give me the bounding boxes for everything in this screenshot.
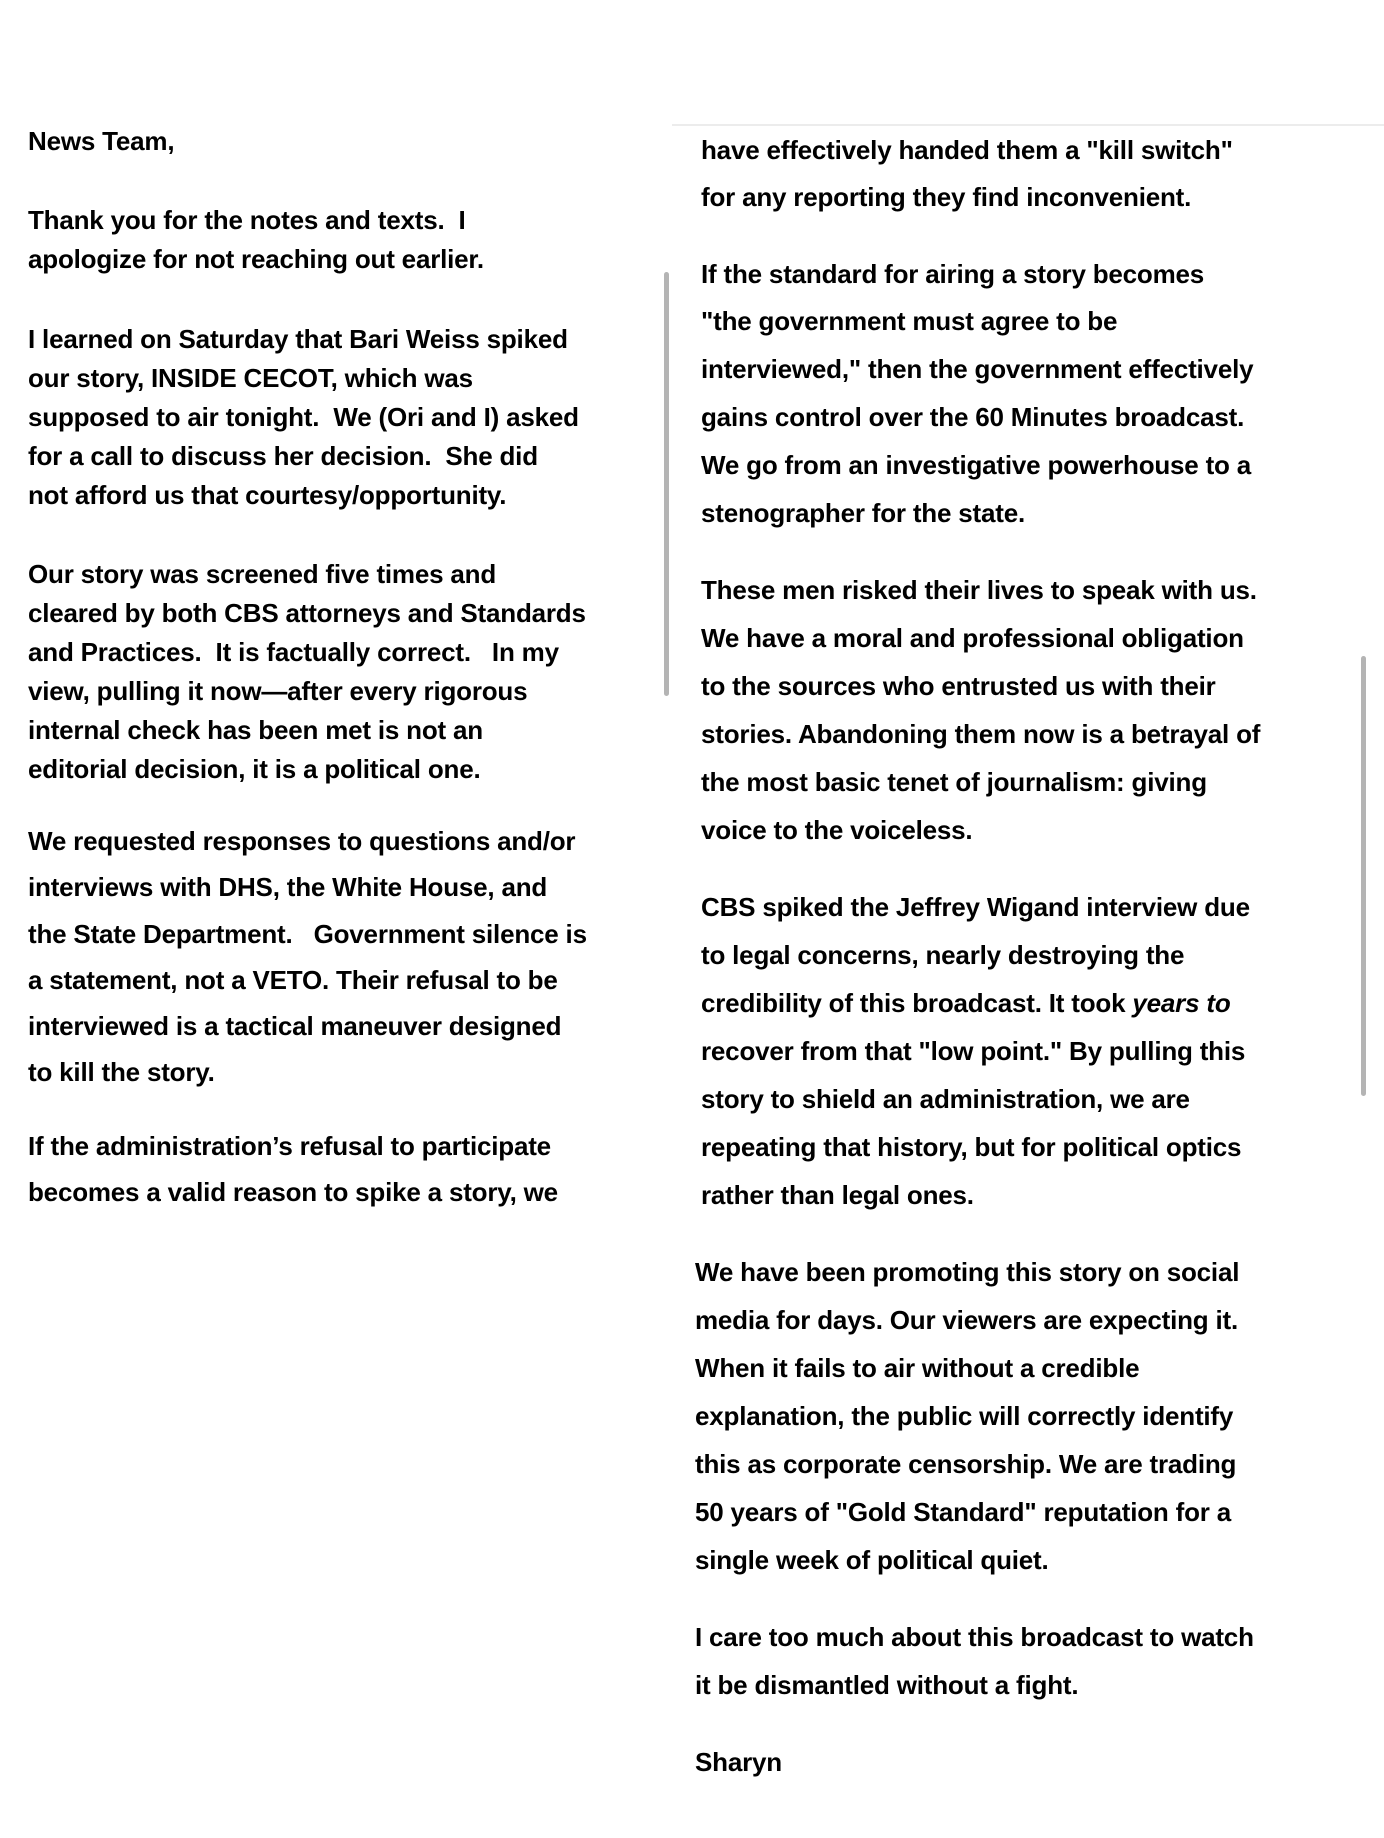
text-line: for a call to discuss her decision. She did bbox=[28, 441, 538, 471]
text-line: These men risked their lives to speak with us. bbox=[701, 575, 1257, 605]
text-line: this as corporate censorship. We are trading bbox=[695, 1449, 1237, 1479]
text-line: Our story was screened five times and bbox=[28, 559, 497, 589]
text-line: supposed to air tonight. We (Ori and I) asked bbox=[28, 402, 579, 432]
text-line: the State Department. Government silence is bbox=[28, 919, 587, 949]
text-line: to kill the story. bbox=[28, 1057, 215, 1087]
text-line: editorial decision, it is a political one. bbox=[28, 754, 481, 784]
text-line: the most basic tenet of journalism: giving bbox=[701, 767, 1207, 797]
text-line: If the administration’s refusal to participate bbox=[28, 1131, 551, 1161]
signature: Sharyn bbox=[695, 1747, 782, 1777]
text-line: stories. Abandoning them now is a betrayal of bbox=[701, 719, 1261, 749]
text-line bbox=[701, 988, 1231, 1018]
text-line: and Practices. It is factually correct. In my bbox=[28, 637, 559, 667]
text-line: repeating that history, but for political optics bbox=[701, 1132, 1242, 1162]
text-line: gains control over the 60 Minutes broadcast. bbox=[701, 402, 1245, 432]
text-line: We requested responses to questions and/or bbox=[28, 826, 576, 856]
text-line: stenographer for the state. bbox=[701, 498, 1025, 528]
text-line: "the government must agree to be bbox=[701, 306, 1118, 336]
text-line: We have a moral and professional obligation bbox=[701, 623, 1244, 653]
text-line: to legal concerns, nearly destroying the bbox=[701, 940, 1185, 970]
text-segment: credibility of this broadcast. It took bbox=[701, 988, 1133, 1018]
italic-emphasis: years to bbox=[1132, 988, 1231, 1018]
text-line: CBS spiked the Jeffrey Wigand interview due bbox=[701, 892, 1250, 922]
text-line: 50 years of "Gold Standard" reputation for a bbox=[695, 1497, 1231, 1527]
text-line: story to shield an administration, we are bbox=[701, 1084, 1190, 1114]
text-line: view, pulling it now—after every rigorous bbox=[28, 676, 528, 706]
text-line: voice to the voiceless. bbox=[701, 815, 973, 845]
text-line: becomes a valid reason to spike a story, we bbox=[28, 1177, 558, 1207]
text-line: interviewed is a tactical maneuver designed bbox=[28, 1011, 562, 1041]
text-line: media for days. Our viewers are expecting it. bbox=[695, 1305, 1238, 1335]
text-line: I learned on Saturday that Bari Weiss spiked bbox=[28, 324, 568, 354]
text-line: recover from that "low point." By pulling this bbox=[701, 1036, 1246, 1066]
text-line: for any reporting they find inconvenient. bbox=[701, 182, 1192, 212]
text-line: have effectively handed them a "kill switch" bbox=[701, 135, 1233, 165]
text-line: Thank you for the notes and texts. I bbox=[28, 205, 466, 235]
right-pane-scrollbar[interactable] bbox=[1361, 656, 1366, 1096]
text-line: internal check has been met is not an bbox=[28, 715, 483, 745]
text-line: We have been promoting this story on social bbox=[695, 1257, 1240, 1287]
left-pane-scrollbar[interactable] bbox=[664, 272, 669, 696]
text-line: We go from an investigative powerhouse to a bbox=[701, 450, 1252, 480]
pane-top-divider bbox=[672, 124, 1384, 126]
text-line: If the standard for airing a story becomes bbox=[701, 259, 1205, 289]
text-line: cleared by both CBS attorneys and Standards bbox=[28, 598, 586, 628]
text-line: explanation, the public will correctly identify bbox=[695, 1401, 1234, 1431]
text-line: rather than legal ones. bbox=[701, 1180, 974, 1210]
text-line: interviewed," then the government effectively bbox=[701, 354, 1254, 384]
text-line: not afford us that courtesy/opportunity. bbox=[28, 480, 507, 510]
text-line: it be dismantled without a fight. bbox=[695, 1670, 1079, 1700]
text-line: a statement, not a VETO. Their refusal to be bbox=[28, 965, 558, 995]
text-line: single week of political quiet. bbox=[695, 1545, 1049, 1575]
text-line: to the sources who entrusted us with their bbox=[701, 671, 1216, 701]
text-line: I care too much about this broadcast to watch bbox=[695, 1622, 1254, 1652]
text-line: When it fails to air without a credible bbox=[695, 1353, 1140, 1383]
text-line: interviews with DHS, the White House, and bbox=[28, 872, 548, 902]
text-line: our story, INSIDE CECOT, which was bbox=[28, 363, 473, 393]
salutation: News Team, bbox=[28, 126, 175, 156]
text-line: apologize for not reaching out earlier. bbox=[28, 244, 484, 274]
